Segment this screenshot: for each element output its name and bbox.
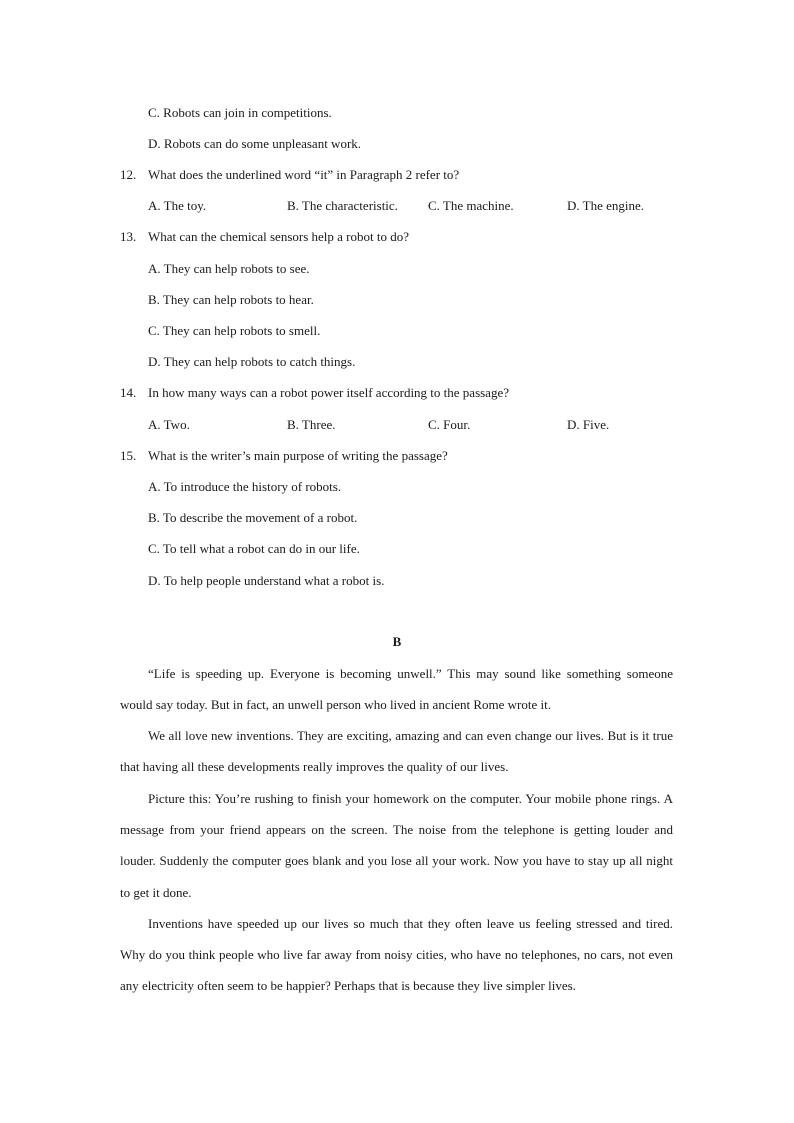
q12-option-c: C. The machine. bbox=[428, 198, 514, 213]
passage-paragraph-2: We all love new inventions. They are exciting, amazing and can even change our lives. But is it true that having all these developments really improves the quality of our lives. bbox=[120, 728, 673, 775]
q15-option-d: D. To help people understand what a robot is. bbox=[148, 573, 385, 588]
passage-paragraph-1: “Life is speeding up. Everyone is becoming unwell.” This may sound like something someone would say today. But in fact, an unwell person who lived in ancient Rome wrote it. bbox=[120, 666, 673, 713]
section-title: B bbox=[392, 634, 402, 649]
q14-option-d: D. Five. bbox=[567, 417, 610, 432]
q14-option-c: C. Four. bbox=[428, 417, 471, 432]
question-number: 13. bbox=[120, 229, 137, 244]
question-14 bbox=[120, 385, 509, 401]
q13-option-c: C. They can help robots to smell. bbox=[148, 323, 321, 338]
q12-option-a: A. The toy. bbox=[148, 198, 207, 213]
q12-options bbox=[0, 198, 794, 214]
q13-option-a: A. They can help robots to see. bbox=[148, 261, 310, 276]
q14-options bbox=[0, 417, 794, 433]
q13-option-d: D. They can help robots to catch things. bbox=[148, 354, 356, 369]
q12-option-b: B. The characteristic. bbox=[287, 198, 398, 213]
q14-option-a: A. Two. bbox=[148, 417, 190, 432]
q13-option-b: B. They can help robots to hear. bbox=[148, 292, 314, 307]
question-number: 15. bbox=[120, 448, 137, 463]
passage-paragraph-4: Inventions have speeded up our lives so much that they often leave us feeling stressed and tired. Why do you think people who live far away from noisy cities, who have no telephones, no cars, not even any electricity often seem to be happier? Perhaps that is because they live simpler lives. bbox=[120, 916, 673, 994]
question-text: What is the writer’s main purpose of writing the passage? bbox=[148, 448, 448, 463]
q14-option-b: B. Three. bbox=[287, 417, 336, 432]
q15-option-a: A. To introduce the history of robots. bbox=[148, 479, 342, 494]
q12-option-d: D. The engine. bbox=[567, 198, 645, 213]
question-text: In how many ways can a robot power itself according to the passage? bbox=[148, 385, 509, 400]
q11-option-d: D. Robots can do some unpleasant work. bbox=[148, 136, 362, 151]
passage-paragraph-3: Picture this: You’re rushing to finish your homework on the computer. Your mobile phone rings. A message from your friend appears on the screen. The noise from the telephone is getting louder and louder. Suddenly the computer goes blank and you lose all your work. Now you have to stay up all night to get it done. bbox=[120, 791, 673, 900]
question-12 bbox=[120, 167, 459, 183]
question-15 bbox=[120, 448, 448, 464]
question-13 bbox=[120, 229, 409, 245]
q11-option-c: C. Robots can join in competitions. bbox=[148, 105, 332, 120]
question-text: What does the underlined word “it” in Paragraph 2 refer to? bbox=[148, 167, 460, 182]
question-number: 14. bbox=[120, 385, 137, 400]
q15-option-b: B. To describe the movement of a robot. bbox=[148, 510, 358, 525]
question-text: What can the chemical sensors help a robot to do? bbox=[148, 229, 409, 244]
q15-option-c: C. To tell what a robot can do in our life. bbox=[148, 541, 360, 556]
question-number: 12. bbox=[120, 167, 137, 182]
